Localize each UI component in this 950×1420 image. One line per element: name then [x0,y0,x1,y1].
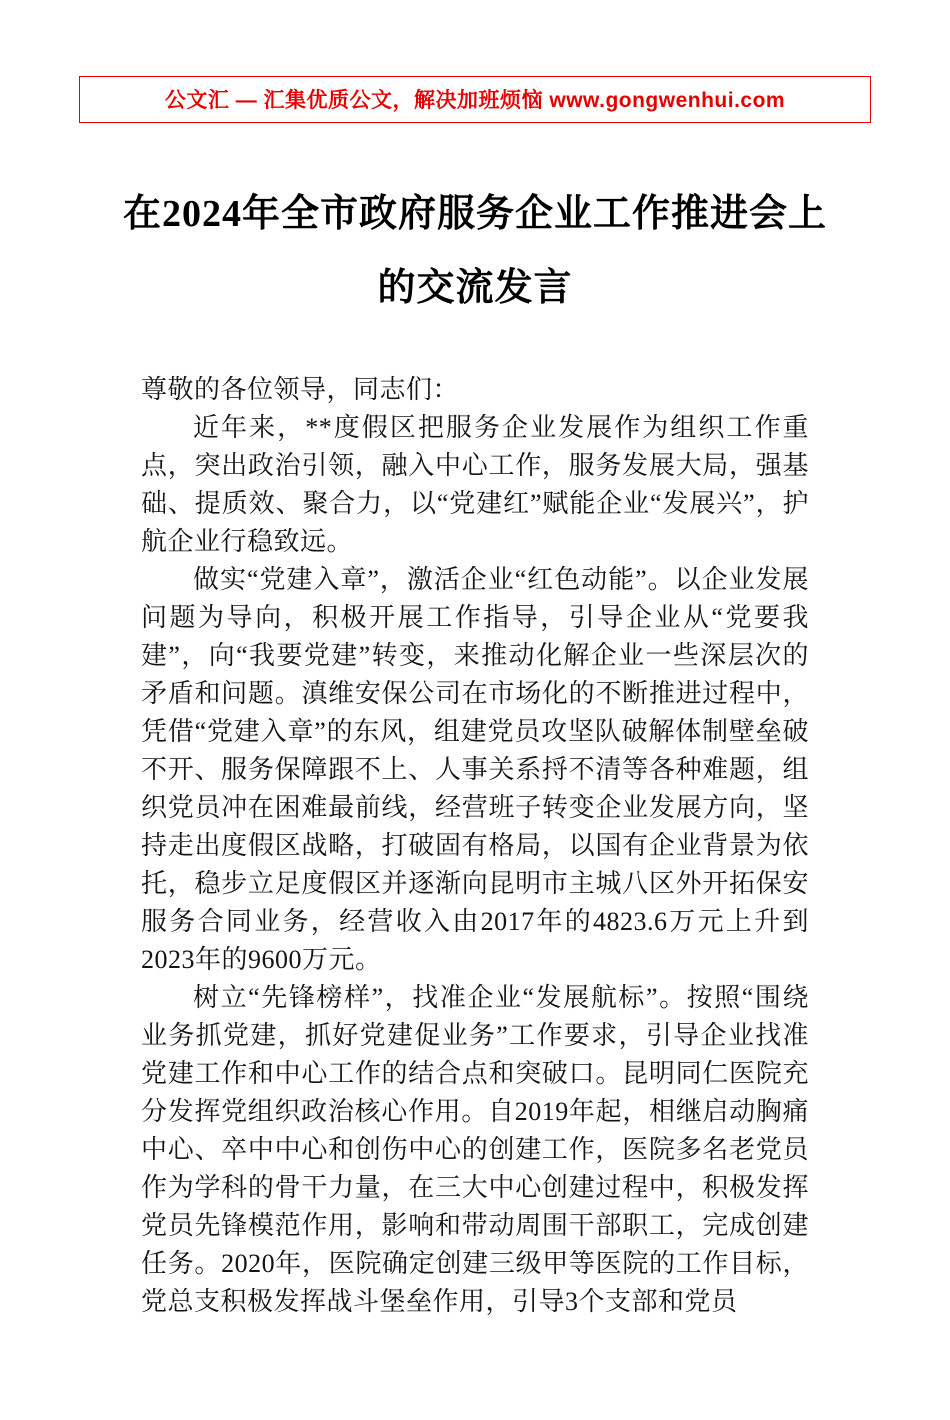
paragraph: 树立“先锋榜样”，找准企业“发展航标”。按照“围绕业务抓党建，抓好党建促业务”工作要求，引导企业找准党建工作和中心工作的结合点和突破口。昆明同仁医院充分发挥党组织政治核心作用。自2019年起，相继启动胸痛中心、卒中中心和创伤中心的创建工作，医院多名老党员作为学科的骨干力量，在三大中心创建过程中，积极发挥党员先锋模范作用，影响和带动周围干部职工，完成创建任务。2020年，医院确定创建三级甲等医院的工作目标，党总支积极发挥战斗堡垒作用，引导3个支部和党员 [141,983,809,1316]
document-title-line-1: 在2024年全市政府服务企业工作推进会上 [122,193,827,235]
salutation: 尊敬的各位领导，同志们： [141,375,460,404]
document-page [0,76,950,1420]
paragraph: 近年来，**度假区把服务企业发展作为组织工作重点，突出政治引领，融入中心工作，服务发展大局，强基础、提质效、聚合力，以“党建红”赋能企业“发展兴”，护航企业行稳致远。 [141,413,809,556]
document-title [115,177,835,325]
site-banner-text: 公文汇 — 汇集优质公文，解决加班烦恼 www.gongwenhui.com [164,89,786,112]
site-banner [79,76,871,123]
document-body [141,371,809,1321]
paragraph: 做实“党建入章”，激活企业“红色动能”。以企业发展问题为导向，积极开展工作指导，引导企业从“党要我建”，向“我要党建”转变，来推动化解企业一些深层次的矛盾和问题。滇维安保公司在市场化的不断推进过程中，凭借“党建入章”的东风，组建党员攻坚队破解体制壁垒破不开、服务保障跟不上、人事关系捋不清等各种难题，组织党员冲在困难最前线，经营班子转变企业发展方向，坚持走出度假区战略，打破固有格局，以国有企业背景为依托，稳步立足度假区并逐渐向昆明市主城八区外开拓保安服务合同业务，经营收入由2017年的4823.6万元上升到2023年的9600万元。 [141,565,809,974]
document-title-line-2: 的交流发言 [377,267,573,309]
